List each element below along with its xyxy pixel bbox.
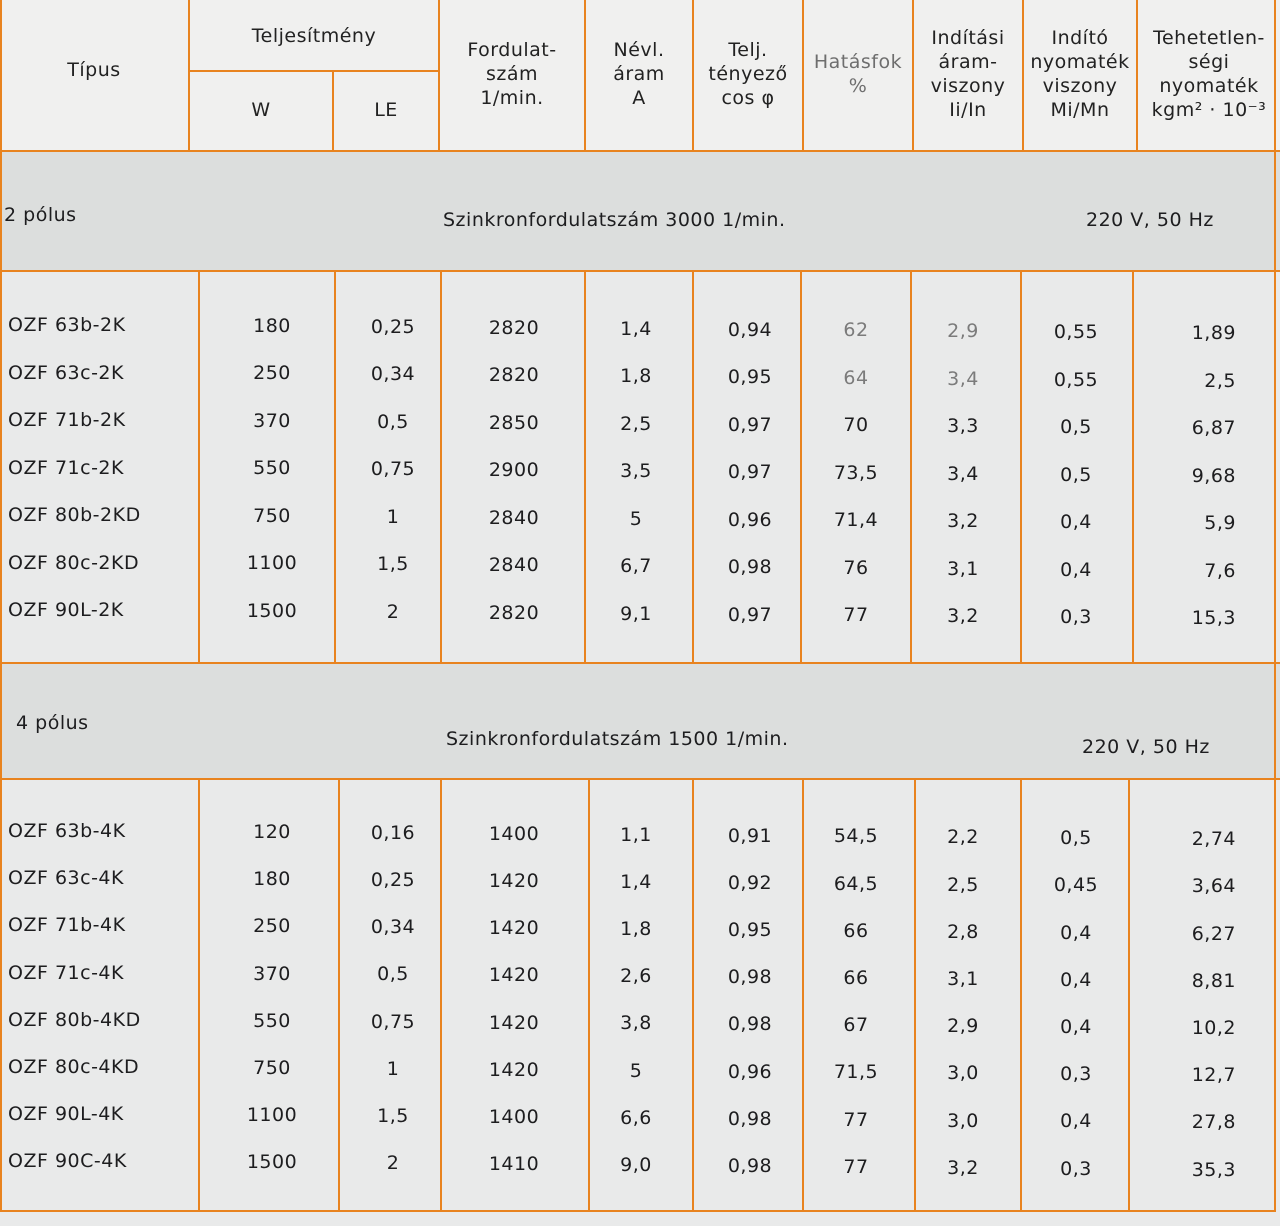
cell-cos-phi: 0,98 xyxy=(727,1154,773,1177)
cell-indito-nyomatek: 0,4 xyxy=(1060,1016,1092,1038)
cell-inditasi-aramviszony: 3,1 xyxy=(947,967,979,990)
header-teljesitmeny: Teljesítmény xyxy=(251,25,377,47)
cell-cos-phi: 0,97 xyxy=(727,603,773,626)
cell-inditasi-aramviszony: 2,9 xyxy=(947,1015,979,1038)
cell-tipus: OZF 80b-2KD xyxy=(8,504,141,526)
cell-fordulatszam: 1420 xyxy=(488,1011,540,1034)
cell-hatasfok: 62 xyxy=(843,319,869,342)
cell-hatasfok: 73,5 xyxy=(833,461,879,484)
cell-indito-nyomatek: 0,3 xyxy=(1060,1063,1092,1086)
cell-fordulatszam: 1420 xyxy=(488,917,540,940)
cell-tehetetlensegi-nyomatek: 12,7 xyxy=(1191,1064,1236,1087)
cell-tipus: OZF 90L-2K xyxy=(8,599,124,621)
cell-indito-nyomatek: 0,55 xyxy=(1053,368,1099,391)
cell-tehetetlensegi-nyomatek: 2,74 xyxy=(1191,828,1236,851)
cell-tipus: OZF 80b-4KD xyxy=(8,1008,141,1031)
cell-nevleges-aram: 6,6 xyxy=(620,1106,652,1129)
cell-fordulatszam: 1420 xyxy=(488,964,540,987)
cell-inditasi-aramviszony: 3,4 xyxy=(947,367,979,390)
cell-w: 250 xyxy=(253,915,291,938)
cell-le: 0,25 xyxy=(370,869,416,891)
cell-indito-nyomatek: 0,4 xyxy=(1060,968,1092,991)
cell-tipus: OZF 71c-4K xyxy=(8,961,124,984)
cell-hatasfok: 66 xyxy=(843,967,869,989)
cell-indito-nyomatek: 0,4 xyxy=(1060,1110,1092,1133)
cell-fordulatszam: 2820 xyxy=(488,601,540,624)
cell-nevleges-aram: 9,0 xyxy=(620,1154,652,1176)
cell-fordulatszam: 1400 xyxy=(488,822,540,845)
cell-cos-phi: 0,91 xyxy=(727,824,773,847)
cell-w: 370 xyxy=(253,409,291,432)
cell-tipus: OZF 71b-4K xyxy=(8,914,126,937)
cell-le: 0,34 xyxy=(370,916,416,939)
cell-inditasi-aramviszony: 3,2 xyxy=(947,1156,979,1179)
cell-w: 1100 xyxy=(246,552,298,575)
cell-le: 0,75 xyxy=(370,1010,416,1033)
cell-nevleges-aram: 3,5 xyxy=(620,460,652,483)
cell-w: 180 xyxy=(253,868,291,891)
cell-inditasi-aramviszony: 2,9 xyxy=(947,320,979,343)
header-tipus: Típus xyxy=(67,59,121,81)
cell-w: 550 xyxy=(253,1009,291,1032)
cell-cos-phi: 0,98 xyxy=(727,966,773,989)
cell-nevleges-aram: 1,8 xyxy=(620,365,652,388)
header-w: W xyxy=(251,99,271,121)
cell-fordulatszam: 1420 xyxy=(488,1058,540,1081)
cell-fordulatszam: 2850 xyxy=(488,411,540,434)
cell-hatasfok: 71,5 xyxy=(833,1061,879,1084)
cell-tehetetlensegi-nyomatek: 7,6 xyxy=(1204,559,1236,582)
cell-indito-nyomatek: 0,4 xyxy=(1060,921,1092,944)
cell-cos-phi: 0,92 xyxy=(727,871,773,894)
cell-tehetetlensegi-nyomatek: 5,9 xyxy=(1204,512,1236,535)
cell-cos-phi: 0,98 xyxy=(727,556,773,578)
cell-nevleges-aram: 9,1 xyxy=(620,602,652,625)
section-2-pole-label: 2 pólus xyxy=(4,204,77,226)
cell-w: 550 xyxy=(253,457,291,480)
cell-indito-nyomatek: 0,4 xyxy=(1060,511,1092,534)
header-hatasfok: Hatásfok % xyxy=(813,51,903,97)
cell-hatasfok: 77 xyxy=(843,1108,869,1131)
cell-inditasi-aramviszony: 2,2 xyxy=(947,826,979,849)
cell-fordulatszam: 1400 xyxy=(488,1105,540,1128)
cell-tipus: OZF 90C-4K xyxy=(8,1150,127,1173)
cell-tehetetlensegi-nyomatek: 27,8 xyxy=(1191,1111,1236,1134)
cell-tehetetlensegi-nyomatek: 2,5 xyxy=(1204,369,1236,392)
cell-nevleges-aram: 5 xyxy=(629,507,643,530)
cell-nevleges-aram: 6,7 xyxy=(620,555,652,578)
cell-tipus: OZF 63b-4K xyxy=(8,820,126,842)
cell-inditasi-aramviszony: 3,0 xyxy=(947,1062,979,1085)
cell-indito-nyomatek: 0,5 xyxy=(1060,463,1092,486)
cell-hatasfok: 67 xyxy=(843,1014,869,1037)
cell-inditasi-aramviszony: 3,4 xyxy=(947,462,979,485)
cell-fordulatszam: 1420 xyxy=(488,869,540,892)
cell-indito-nyomatek: 0,5 xyxy=(1060,416,1092,439)
cell-w: 120 xyxy=(253,820,291,843)
cell-w: 750 xyxy=(253,1056,291,1079)
cell-nevleges-aram: 3,8 xyxy=(620,1012,652,1035)
header-indito-nyomatek: Indító nyomaték viszony Mi/Mn xyxy=(1030,27,1130,121)
cell-w: 250 xyxy=(253,362,291,385)
cell-inditasi-aramviszony: 3,3 xyxy=(947,415,979,438)
cell-w: 1500 xyxy=(246,599,298,622)
cell-fordulatszam: 1410 xyxy=(488,1153,540,1176)
cell-indito-nyomatek: 0,4 xyxy=(1060,558,1092,581)
cell-w: 370 xyxy=(253,962,291,985)
cell-fordulatszam: 2820 xyxy=(488,316,540,339)
cell-indito-nyomatek: 0,45 xyxy=(1053,874,1099,897)
cell-tehetetlensegi-nyomatek: 6,87 xyxy=(1191,417,1236,440)
header-inditasi-aramviszony: Indítási áram- viszony Ii/In xyxy=(930,27,1006,121)
cell-tehetetlensegi-nyomatek: 3,64 xyxy=(1191,875,1236,898)
cell-le: 1,5 xyxy=(377,553,409,576)
cell-indito-nyomatek: 0,55 xyxy=(1053,321,1099,344)
cell-tipus: OZF 63c-2K xyxy=(8,361,124,384)
cell-tipus: OZF 63c-4K xyxy=(8,867,124,890)
cell-le: 0,5 xyxy=(377,410,409,433)
cell-tipus: OZF 90L-4K xyxy=(8,1103,124,1126)
cell-indito-nyomatek: 0,3 xyxy=(1060,606,1092,629)
cell-nevleges-aram: 1,4 xyxy=(620,870,652,893)
section-4-pole-supply: 220 V, 50 Hz xyxy=(1082,736,1210,758)
cell-le: 2 xyxy=(386,1152,400,1175)
section-2-pole-supply: 220 V, 50 Hz xyxy=(1086,209,1214,231)
cell-tehetetlensegi-nyomatek: 1,89 xyxy=(1191,322,1236,345)
cell-nevleges-aram: 1,1 xyxy=(620,823,652,846)
cell-inditasi-aramviszony: 2,8 xyxy=(947,920,979,943)
cell-cos-phi: 0,94 xyxy=(727,318,773,341)
cell-fordulatszam: 2900 xyxy=(488,459,540,482)
cell-cos-phi: 0,95 xyxy=(727,918,773,941)
cell-cos-phi: 0,96 xyxy=(727,508,773,531)
cell-hatasfok: 54,5 xyxy=(833,825,879,848)
header-teljesitmenytenyezo: Telj. tényező cos φ xyxy=(708,39,788,109)
cell-le: 1,5 xyxy=(377,1105,409,1127)
cell-tipus: OZF 80c-4KD xyxy=(8,1056,140,1078)
section-4-pole-sync: Szinkronfordulatszám 1500 1/min. xyxy=(446,728,789,750)
cell-indito-nyomatek: 0,3 xyxy=(1060,1157,1092,1180)
cell-le: 0,75 xyxy=(370,458,416,481)
cell-le: 0,34 xyxy=(370,363,416,386)
cell-le: 2 xyxy=(386,600,400,623)
cell-hatasfok: 76 xyxy=(843,556,869,579)
cell-nevleges-aram: 1,4 xyxy=(620,317,652,340)
cell-le: 0,5 xyxy=(377,963,409,986)
cell-fordulatszam: 2820 xyxy=(488,364,540,387)
header-nevleges-aram: Névl. áram A xyxy=(613,39,665,109)
cell-fordulatszam: 2840 xyxy=(488,506,540,529)
cell-fordulatszam: 2840 xyxy=(488,554,540,577)
cell-le: 1 xyxy=(386,1057,400,1080)
cell-inditasi-aramviszony: 3,0 xyxy=(947,1109,979,1132)
cell-cos-phi: 0,97 xyxy=(727,461,773,483)
cell-inditasi-aramviszony: 2,5 xyxy=(947,873,979,896)
cell-cos-phi: 0,98 xyxy=(727,1107,773,1130)
cell-tipus: OZF 80c-2KD xyxy=(8,551,140,574)
cell-tehetetlensegi-nyomatek: 15,3 xyxy=(1191,607,1236,630)
cell-nevleges-aram: 5 xyxy=(629,1059,643,1082)
cell-tehetetlensegi-nyomatek: 6,27 xyxy=(1191,922,1236,945)
cell-le: 0,25 xyxy=(370,315,416,338)
cell-le: 1 xyxy=(386,505,400,528)
cell-tehetetlensegi-nyomatek: 35,3 xyxy=(1191,1158,1236,1181)
cell-hatasfok: 66 xyxy=(843,919,869,942)
cell-cos-phi: 0,98 xyxy=(727,1013,773,1036)
header-fordulatszam: Fordulat- szám 1/min. xyxy=(467,39,557,109)
section-2-pole-sync: Szinkronfordulatszám 3000 1/min. xyxy=(443,209,786,231)
cell-inditasi-aramviszony: 3,2 xyxy=(947,605,979,628)
cell-w: 1500 xyxy=(246,1151,298,1174)
cell-tipus: OZF 71b-2K xyxy=(8,409,126,431)
cell-tehetetlensegi-nyomatek: 10,2 xyxy=(1191,1016,1236,1039)
header-le: LE xyxy=(374,99,398,121)
cell-nevleges-aram: 2,6 xyxy=(620,965,652,988)
header-tehetetlensegi-nyomatek: Tehetetlen- ségi nyomaték kgm² · 10⁻³ xyxy=(1151,27,1267,121)
cell-cos-phi: 0,95 xyxy=(727,366,773,388)
cell-tehetetlensegi-nyomatek: 8,81 xyxy=(1191,969,1236,992)
cell-tehetetlensegi-nyomatek: 9,68 xyxy=(1191,464,1236,487)
cell-hatasfok: 64 xyxy=(843,366,869,389)
cell-w: 750 xyxy=(253,504,291,527)
cell-hatasfok: 71,4 xyxy=(833,509,879,532)
cell-inditasi-aramviszony: 3,2 xyxy=(947,510,979,533)
cell-tipus: OZF 71c-2K xyxy=(8,456,124,479)
cell-nevleges-aram: 2,5 xyxy=(620,412,652,435)
cell-w: 180 xyxy=(253,314,291,337)
section-4-pole-label: 4 pólus xyxy=(16,712,89,734)
cell-nevleges-aram: 1,8 xyxy=(620,918,652,940)
cell-hatasfok: 64,5 xyxy=(833,872,879,895)
cell-hatasfok: 77 xyxy=(843,604,869,627)
cell-indito-nyomatek: 0,5 xyxy=(1060,827,1092,850)
cell-tipus: OZF 63b-2K xyxy=(8,314,126,336)
cell-hatasfok: 77 xyxy=(843,1155,869,1178)
cell-cos-phi: 0,97 xyxy=(727,413,773,436)
cell-w: 1100 xyxy=(246,1104,298,1127)
cell-inditasi-aramviszony: 3,1 xyxy=(947,557,979,580)
cell-cos-phi: 0,96 xyxy=(727,1060,773,1083)
cell-le: 0,16 xyxy=(370,821,416,844)
cell-hatasfok: 70 xyxy=(843,414,869,437)
